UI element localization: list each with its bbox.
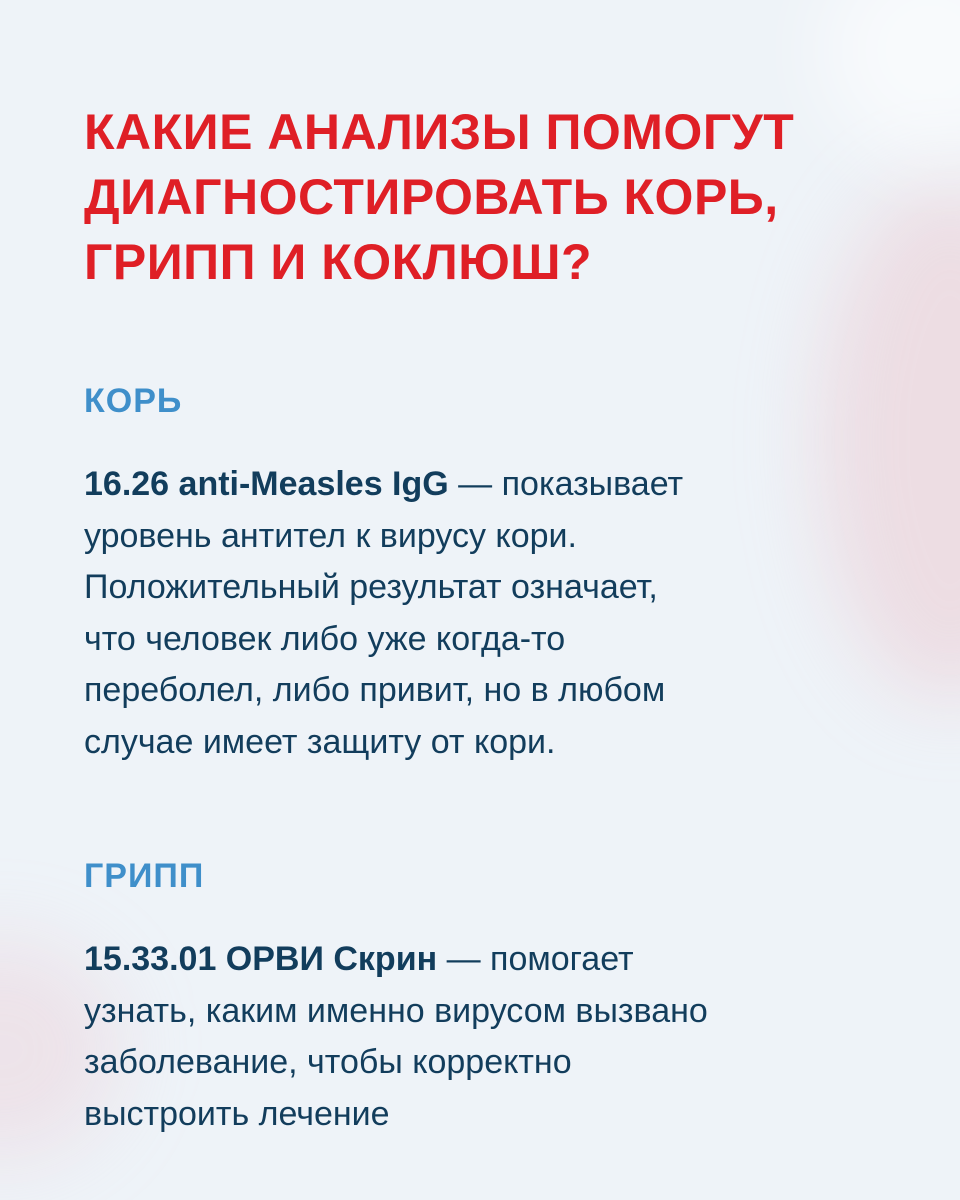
test-code-flu: 15.33.01 ОРВИ Скрин (84, 940, 438, 978)
measles-line-6: случае имеет защиту от кори. (84, 722, 556, 761)
title-line-2: ДИАГНОСТИРОВАТЬ КОРЬ, (84, 169, 779, 225)
measles-line-4: что человек либо уже когда-то (84, 619, 566, 658)
section-heading-flu: ГРИПП (84, 857, 205, 895)
flu-line-1: — помогает (437, 940, 634, 978)
page-title (84, 100, 884, 295)
flu-line-2: узнать, каким именно вирусом вызвано (84, 991, 708, 1030)
measles-line-3: Положительный результат означает, (84, 568, 658, 606)
flu-line-3: заболевание, чтобы корректно (84, 1043, 572, 1081)
measles-line-5: переболел, либо привит, но в любом (84, 671, 666, 709)
title-line-1: КАКИЕ АНАЛИЗЫ ПОМОГУТ (84, 104, 795, 160)
info-card (84, 100, 884, 1140)
measles-line-2: уровень антител к вирусу кори. (84, 516, 577, 555)
measles-line-1: — показывает (448, 465, 684, 503)
section-text-flu (84, 934, 884, 1140)
section-text-measles (84, 459, 884, 768)
flu-line-4: выстроить лечение (84, 1094, 390, 1133)
title-line-3: ГРИПП И КОКЛЮШ? (84, 234, 593, 290)
test-code-measles: 16.26 anti-Measles IgG (84, 465, 449, 503)
section-heading-measles: КОРЬ (84, 382, 183, 420)
